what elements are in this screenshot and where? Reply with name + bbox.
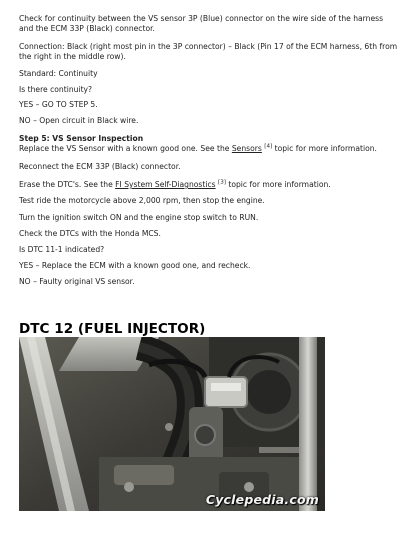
paragraph-continuity-check: Check for continuity between the VS sensor 3P (Blue) connector on the wire side of the harness and the ECM 33P (Black) connector.	[19, 14, 384, 34]
paragraph-ignition: Turn the ignition switch ON and the engine stop switch to RUN.	[19, 213, 259, 222]
paragraph-standard: Standard: Continuity	[19, 69, 98, 78]
section-heading-dtc-12: DTC 12 (FUEL INJECTOR)	[19, 321, 206, 337]
paragraph-yes: YES – GO TO STEP 5.	[19, 100, 98, 109]
replace-text-post: topic for more information.	[272, 144, 377, 153]
paragraph-no: NO – Open circuit in Black wire.	[19, 116, 139, 125]
paragraph-step5-yes: YES – Replace the ECM with a known good one, and recheck.	[19, 261, 251, 270]
paragraph-test-ride: Test ride the motorcycle above 2,000 rpm, then stop the engine.	[19, 196, 265, 205]
paragraph-reconnect: Reconnect the ECM 33P (Black) connector.	[19, 162, 181, 171]
paragraph-question: Is there continuity?	[19, 85, 93, 94]
paragraph-step5-no: NO – Faulty original VS sensor.	[19, 277, 135, 286]
sensors-link[interactable]: Sensors	[231, 144, 262, 153]
engine-photo-illustration	[19, 337, 325, 511]
paragraph-connection: Connection: Black (right most pin in the 3P connector) – Black (Pin 17 of the ECM harness, 6th from the right in the middle row).	[19, 42, 398, 62]
replace-text-pre: Replace the VS Sensor with a known good one. See the	[19, 144, 232, 153]
paragraph-dtc-question: Is DTC 11-1 indicated?	[19, 245, 105, 254]
fuel-injector-photo	[19, 337, 325, 511]
fi-self-diagnostics-ref: [3]	[218, 179, 226, 186]
fi-self-diagnostics-link[interactable]: FI System Self-Diagnostics	[115, 180, 216, 189]
erase-text-post: topic for more information.	[225, 180, 331, 189]
paragraph-erase-dtc	[19, 180, 399, 190]
step-5-heading: Step 5: VS Sensor Inspection	[19, 134, 144, 143]
cyclepedia-watermark: Cyclepedia.com	[205, 492, 319, 507]
paragraph-replace-sensor	[19, 144, 399, 154]
paragraph-check-dtcs: Check the DTCs with the Honda MCS.	[19, 229, 161, 238]
sensors-ref: [4]	[264, 143, 273, 150]
erase-text-pre: Erase the DTC's. See the	[19, 180, 116, 189]
